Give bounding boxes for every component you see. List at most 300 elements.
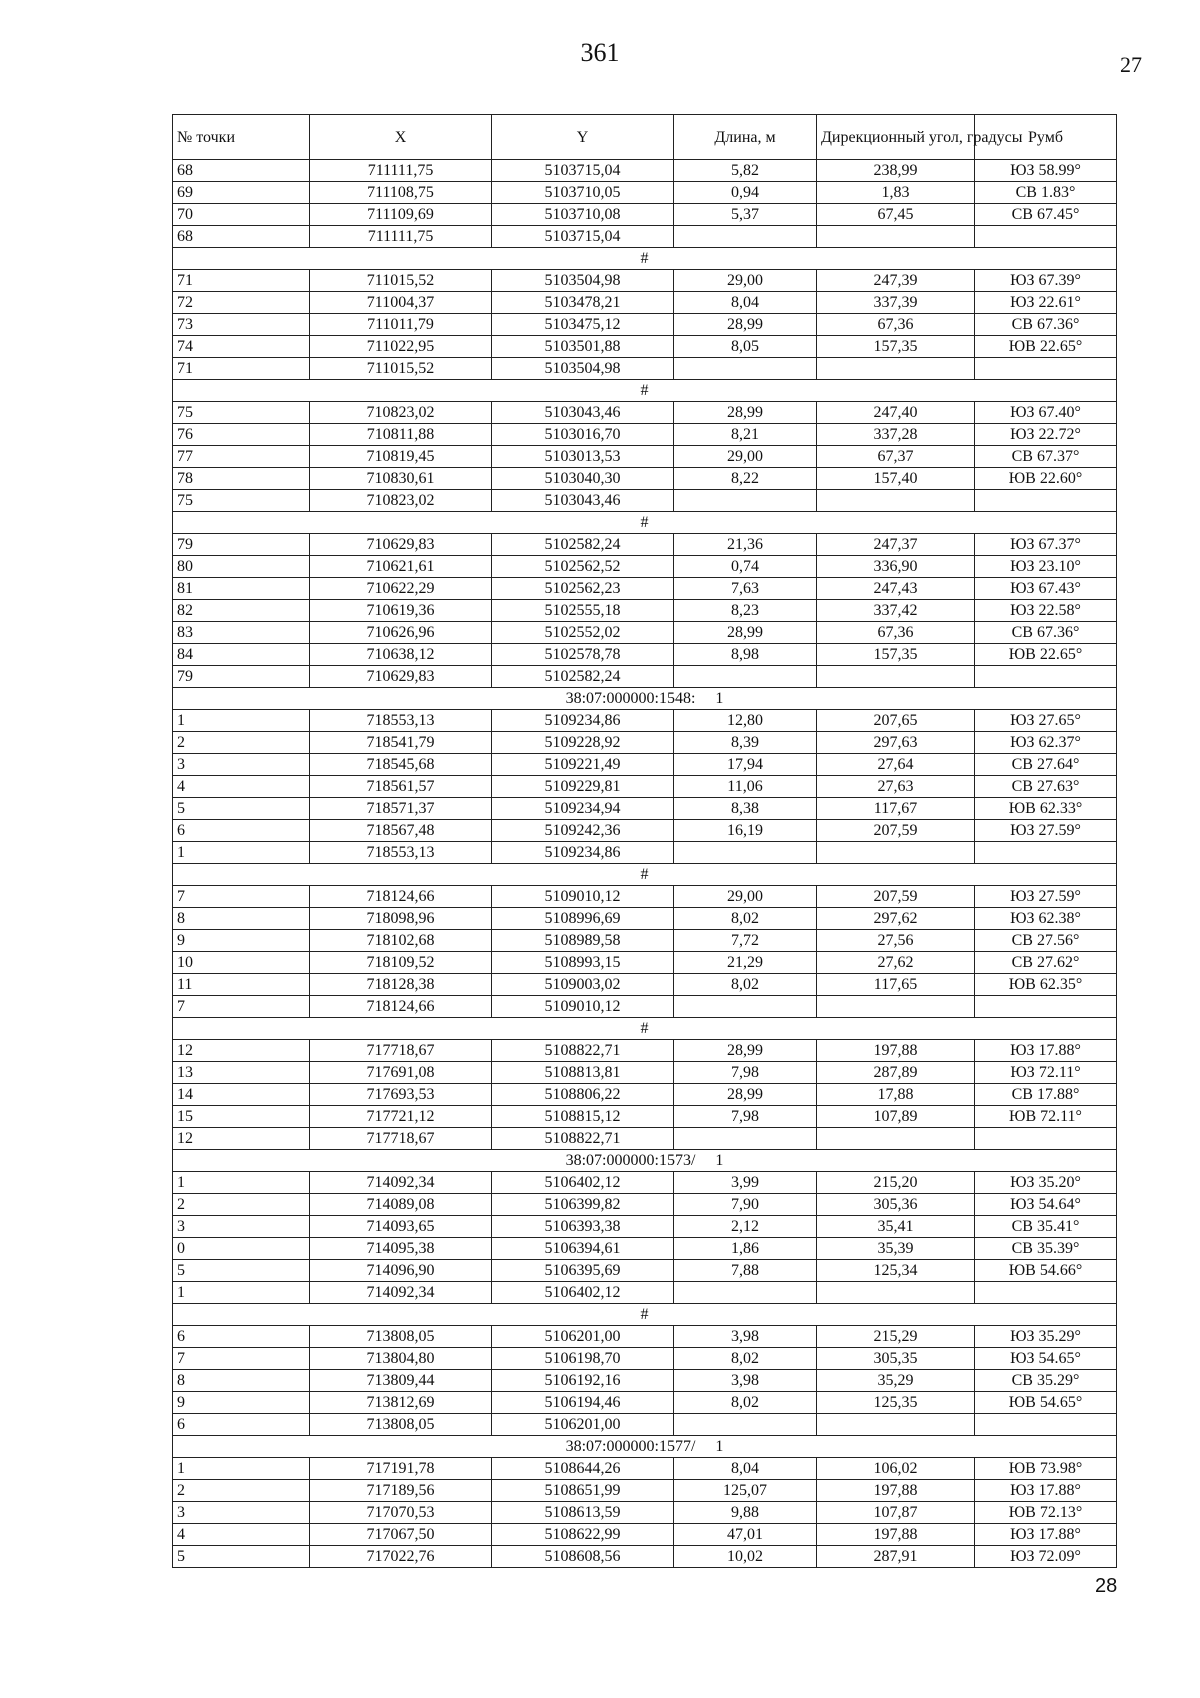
cell-x: 717070,53 [310,1502,492,1524]
cell-angle: 27,62 [817,952,975,974]
cell-x: 713808,05 [310,1326,492,1348]
cell-point-number: 71 [173,270,310,292]
cell-length: 2,12 [674,1216,817,1238]
cell-x: 711011,79 [310,314,492,336]
cell-length [674,1414,817,1436]
header-x: X [310,115,492,160]
cell-rumb [975,1128,1117,1150]
cell-x: 718561,57 [310,776,492,798]
separator-label: # [173,864,1117,886]
cell-y: 5102552,02 [492,622,674,644]
cell-x: 713809,44 [310,1370,492,1392]
cell-rumb: ЮЗ 72.11° [975,1062,1117,1084]
cell-angle: 287,91 [817,1546,975,1568]
cell-x: 717721,12 [310,1106,492,1128]
separator-label: # [173,1018,1117,1040]
cell-point-number: 68 [173,226,310,248]
cell-angle: 117,65 [817,974,975,996]
cell-x: 710830,61 [310,468,492,490]
cell-point-number: 3 [173,1502,310,1524]
table-row [173,1194,1117,1216]
cell-rumb [975,1414,1117,1436]
cell-length [674,490,817,512]
cell-point-number: 15 [173,1106,310,1128]
table-row [173,424,1117,446]
cell-length: 17,94 [674,754,817,776]
separator-label: 38:07:000000:1573/ 1 [173,1150,1117,1172]
cell-rumb: ЮВ 54.65° [975,1392,1117,1414]
cell-point-number: 79 [173,666,310,688]
table-separator-row [173,864,1117,886]
cell-point-number: 0 [173,1238,310,1260]
table-row [173,1216,1117,1238]
table-row [173,1392,1117,1414]
cell-point-number: 2 [173,732,310,754]
cell-point-number: 77 [173,446,310,468]
cell-length: 8,02 [674,1392,817,1414]
cell-rumb: СВ 67.37° [975,446,1117,468]
cell-angle: 157,35 [817,644,975,666]
cell-length: 8,02 [674,908,817,930]
cell-length: 7,88 [674,1260,817,1282]
cell-rumb [975,842,1117,864]
cell-angle: 67,36 [817,622,975,644]
cell-x: 718553,13 [310,842,492,864]
cell-angle: 207,59 [817,886,975,908]
cell-x: 718545,68 [310,754,492,776]
cell-rumb: ЮЗ 27.59° [975,886,1117,908]
cell-angle: 207,59 [817,820,975,842]
cell-angle: 106,02 [817,1458,975,1480]
cell-point-number: 73 [173,314,310,336]
cell-x: 710629,83 [310,534,492,556]
cell-point-number: 9 [173,930,310,952]
cell-angle: 197,88 [817,1040,975,1062]
cell-y: 5102582,24 [492,534,674,556]
cell-angle: 337,28 [817,424,975,446]
cell-y: 5108996,69 [492,908,674,930]
cell-y: 5102582,24 [492,666,674,688]
cell-y: 5109003,02 [492,974,674,996]
cell-angle [817,1128,975,1150]
cell-angle: 27,64 [817,754,975,776]
cell-length: 29,00 [674,270,817,292]
cell-length [674,226,817,248]
cell-y: 5109010,12 [492,996,674,1018]
separator-label: # [173,380,1117,402]
cell-angle: 305,35 [817,1348,975,1370]
cell-angle: 35,41 [817,1216,975,1238]
cell-y: 5103501,88 [492,336,674,358]
table-row [173,798,1117,820]
table-row [173,1238,1117,1260]
cell-y: 5108608,56 [492,1546,674,1568]
cell-point-number: 69 [173,182,310,204]
cell-length: 3,98 [674,1370,817,1392]
cell-y: 5106201,00 [492,1326,674,1348]
cell-x: 710622,29 [310,578,492,600]
cell-x: 714096,90 [310,1260,492,1282]
table-body [173,160,1117,1568]
table-row [173,622,1117,644]
cell-x: 711111,75 [310,160,492,182]
cell-length: 7,98 [674,1106,817,1128]
cell-point-number: 80 [173,556,310,578]
cell-angle: 1,83 [817,182,975,204]
cell-length: 125,07 [674,1480,817,1502]
cell-length [674,996,817,1018]
cell-y: 5109234,86 [492,842,674,864]
cell-y: 5103710,05 [492,182,674,204]
table-separator-row [173,1150,1117,1172]
cell-angle: 337,42 [817,600,975,622]
cell-y: 5108822,71 [492,1128,674,1150]
cell-length: 28,99 [674,402,817,424]
cell-x: 711015,52 [310,358,492,380]
cell-angle: 67,37 [817,446,975,468]
cell-angle [817,358,975,380]
cell-length: 28,99 [674,1084,817,1106]
cell-point-number: 1 [173,842,310,864]
cell-y: 5106402,12 [492,1172,674,1194]
cell-y: 5102578,78 [492,644,674,666]
cell-rumb: СВ 27.56° [975,930,1117,952]
cell-point-number: 5 [173,1546,310,1568]
cell-rumb: ЮЗ 67.43° [975,578,1117,600]
table-row [173,358,1117,380]
cell-rumb: ЮЗ 22.61° [975,292,1117,314]
cell-length: 9,88 [674,1502,817,1524]
cell-rumb: ЮЗ 23.10° [975,556,1117,578]
cell-y: 5108613,59 [492,1502,674,1524]
cell-y: 5109234,86 [492,710,674,732]
cell-point-number: 10 [173,952,310,974]
cell-length: 28,99 [674,314,817,336]
cell-angle: 238,99 [817,160,975,182]
table-row [173,556,1117,578]
cell-x: 714095,38 [310,1238,492,1260]
cell-rumb: ЮЗ 22.72° [975,424,1117,446]
cell-angle: 117,67 [817,798,975,820]
cell-point-number: 3 [173,754,310,776]
cell-x: 711022,95 [310,336,492,358]
table-row [173,182,1117,204]
table-row [173,842,1117,864]
cell-rumb: СВ 27.62° [975,952,1117,974]
cell-rumb: ЮВ 22.65° [975,336,1117,358]
cell-rumb: ЮЗ 67.39° [975,270,1117,292]
cell-rumb: СВ 67.36° [975,314,1117,336]
table-separator-row [173,1304,1117,1326]
cell-x: 717022,76 [310,1546,492,1568]
cell-y: 5108806,22 [492,1084,674,1106]
cell-x: 710823,02 [310,490,492,512]
cell-rumb: ЮЗ 58.99° [975,160,1117,182]
table-row [173,996,1117,1018]
cell-length: 8,04 [674,292,817,314]
table-row [173,1084,1117,1106]
table-row [173,490,1117,512]
table-row [173,754,1117,776]
table-row [173,600,1117,622]
cell-y: 5109228,92 [492,732,674,754]
cell-length: 3,98 [674,1326,817,1348]
cell-point-number: 7 [173,886,310,908]
cell-x: 718567,48 [310,820,492,842]
table-row [173,1062,1117,1084]
cell-angle: 336,90 [817,556,975,578]
table-row [173,1260,1117,1282]
cell-y: 5108813,81 [492,1062,674,1084]
cell-y: 5103710,08 [492,204,674,226]
cell-x: 710626,96 [310,622,492,644]
cell-length [674,666,817,688]
cell-rumb: ЮВ 62.35° [975,974,1117,996]
cell-length: 7,98 [674,1062,817,1084]
cell-x: 718102,68 [310,930,492,952]
cell-y: 5103504,98 [492,270,674,292]
cell-angle: 107,87 [817,1502,975,1524]
cell-x: 713812,69 [310,1392,492,1414]
cell-point-number: 8 [173,908,310,930]
cell-x: 710823,02 [310,402,492,424]
cell-x: 717718,67 [310,1128,492,1150]
cell-length: 10,02 [674,1546,817,1568]
cell-angle: 247,37 [817,534,975,556]
cell-point-number: 4 [173,1524,310,1546]
cell-angle: 125,34 [817,1260,975,1282]
cell-length: 28,99 [674,1040,817,1062]
cell-rumb: ЮВ 62.33° [975,798,1117,820]
cell-y: 5103504,98 [492,358,674,380]
cell-rumb: ЮВ 73.98° [975,1458,1117,1480]
cell-length: 8,02 [674,1348,817,1370]
cell-y: 5106395,69 [492,1260,674,1282]
cell-angle: 197,88 [817,1480,975,1502]
cell-point-number: 84 [173,644,310,666]
table-row [173,666,1117,688]
table-row [173,1502,1117,1524]
cell-y: 5103478,21 [492,292,674,314]
cell-angle [817,1282,975,1304]
cell-rumb: СВ 35.39° [975,1238,1117,1260]
table-row [173,1524,1117,1546]
cell-rumb: ЮЗ 72.09° [975,1546,1117,1568]
table-row [173,1348,1117,1370]
cell-point-number: 79 [173,534,310,556]
cell-x: 710819,45 [310,446,492,468]
cell-point-number: 68 [173,160,310,182]
cell-angle [817,842,975,864]
cell-y: 5108651,99 [492,1480,674,1502]
cell-point-number: 81 [173,578,310,600]
table-header-row [173,115,1117,160]
cell-length: 8,23 [674,600,817,622]
cell-angle: 107,89 [817,1106,975,1128]
cell-rumb: СВ 67.45° [975,204,1117,226]
cell-length: 7,72 [674,930,817,952]
cell-rumb: ЮЗ 62.38° [975,908,1117,930]
table-row [173,1040,1117,1062]
cell-x: 717691,08 [310,1062,492,1084]
table-row [173,952,1117,974]
cell-point-number: 82 [173,600,310,622]
separator-label: 38:07:000000:1548: 1 [173,688,1117,710]
cell-rumb [975,226,1117,248]
cell-length: 11,06 [674,776,817,798]
cell-point-number: 75 [173,402,310,424]
cell-angle [817,226,975,248]
cell-angle: 247,40 [817,402,975,424]
cell-length: 5,82 [674,160,817,182]
table-separator-row [173,688,1117,710]
cell-rumb: ЮЗ 54.64° [975,1194,1117,1216]
cell-point-number: 78 [173,468,310,490]
table-separator-row [173,512,1117,534]
cell-point-number: 12 [173,1128,310,1150]
cell-y: 5103043,46 [492,490,674,512]
cell-point-number: 71 [173,358,310,380]
cell-length: 0,94 [674,182,817,204]
cell-rumb: ЮЗ 62.37° [975,732,1117,754]
cell-x: 718128,38 [310,974,492,996]
cell-point-number: 70 [173,204,310,226]
cell-length: 47,01 [674,1524,817,1546]
cell-x: 713804,80 [310,1348,492,1370]
cell-y: 5108815,12 [492,1106,674,1128]
cell-y: 5103475,12 [492,314,674,336]
cell-x: 710629,83 [310,666,492,688]
cell-x: 718098,96 [310,908,492,930]
cell-x: 711109,69 [310,204,492,226]
cell-angle: 125,35 [817,1392,975,1414]
cell-x: 718109,52 [310,952,492,974]
cell-length [674,842,817,864]
cell-y: 5108644,26 [492,1458,674,1480]
cell-y: 5103040,30 [492,468,674,490]
cell-rumb: ЮЗ 17.88° [975,1040,1117,1062]
cell-x: 717693,53 [310,1084,492,1106]
table-row [173,710,1117,732]
cell-y: 5109221,49 [492,754,674,776]
cell-y: 5106194,46 [492,1392,674,1414]
cell-angle: 27,56 [817,930,975,952]
cell-rumb: ЮЗ 17.88° [975,1524,1117,1546]
cell-x: 714092,34 [310,1282,492,1304]
cell-x: 718541,79 [310,732,492,754]
cell-length: 8,04 [674,1458,817,1480]
cell-rumb: ЮЗ 17.88° [975,1480,1117,1502]
table-row [173,534,1117,556]
cell-x: 710621,61 [310,556,492,578]
cell-x: 714093,65 [310,1216,492,1238]
cell-rumb: СВ 17.88° [975,1084,1117,1106]
cell-point-number: 5 [173,1260,310,1282]
cell-point-number: 74 [173,336,310,358]
cell-length: 5,37 [674,204,817,226]
page-header-number: 361 [580,38,620,67]
table-separator-row [173,380,1117,402]
cell-rumb: ЮВ 22.65° [975,644,1117,666]
cell-point-number: 3 [173,1216,310,1238]
table-row [173,578,1117,600]
table-row [173,160,1117,182]
cell-point-number: 1 [173,1172,310,1194]
cell-point-number: 11 [173,974,310,996]
cell-rumb [975,358,1117,380]
cell-angle: 157,35 [817,336,975,358]
table-row [173,204,1117,226]
cell-x: 718124,66 [310,996,492,1018]
separator-label: # [173,248,1117,270]
cell-rumb: ЮЗ 27.65° [975,710,1117,732]
cell-angle: 17,88 [817,1084,975,1106]
cell-point-number: 6 [173,1414,310,1436]
cell-angle: 157,40 [817,468,975,490]
cell-length: 29,00 [674,886,817,908]
cell-length [674,1282,817,1304]
cell-rumb: ЮЗ 27.59° [975,820,1117,842]
cell-y: 5108622,99 [492,1524,674,1546]
table-row [173,732,1117,754]
cell-length: 8,98 [674,644,817,666]
cell-rumb: ЮВ 72.11° [975,1106,1117,1128]
page-number-bottom: 28 [1095,1575,1118,1597]
cell-y: 5103016,70 [492,424,674,446]
cell-point-number: 76 [173,424,310,446]
cell-angle [817,490,975,512]
cell-angle: 247,39 [817,270,975,292]
table-row [173,1370,1117,1392]
cell-point-number: 2 [173,1480,310,1502]
cell-length: 1,86 [674,1238,817,1260]
header-rumb: Румб [975,115,1117,160]
cell-point-number: 72 [173,292,310,314]
cell-rumb: ЮЗ 54.65° [975,1348,1117,1370]
cell-y: 5103043,46 [492,402,674,424]
table-row [173,446,1117,468]
table-row [173,402,1117,424]
table-row [173,1546,1117,1568]
cell-rumb: ЮЗ 35.29° [975,1326,1117,1348]
cell-rumb: СВ 67.36° [975,622,1117,644]
cell-rumb [975,1282,1117,1304]
separator-label: # [173,1304,1117,1326]
cell-length: 0,74 [674,556,817,578]
cell-length: 12,80 [674,710,817,732]
cell-y: 5106402,12 [492,1282,674,1304]
table-row [173,336,1117,358]
cell-rumb: ЮВ 72.13° [975,1502,1117,1524]
cell-y: 5108822,71 [492,1040,674,1062]
cell-length: 21,29 [674,952,817,974]
table-row [173,314,1117,336]
cell-point-number: 1 [173,1282,310,1304]
table-row [173,1458,1117,1480]
cell-y: 5102562,52 [492,556,674,578]
table-separator-row [173,1436,1117,1458]
table-row [173,644,1117,666]
cell-length: 8,05 [674,336,817,358]
table-separator-row [173,248,1117,270]
cell-rumb [975,996,1117,1018]
cell-angle: 337,39 [817,292,975,314]
cell-x: 718553,13 [310,710,492,732]
cell-y: 5106201,00 [492,1414,674,1436]
table-row [173,820,1117,842]
cell-x: 714089,08 [310,1194,492,1216]
cell-x: 710638,12 [310,644,492,666]
